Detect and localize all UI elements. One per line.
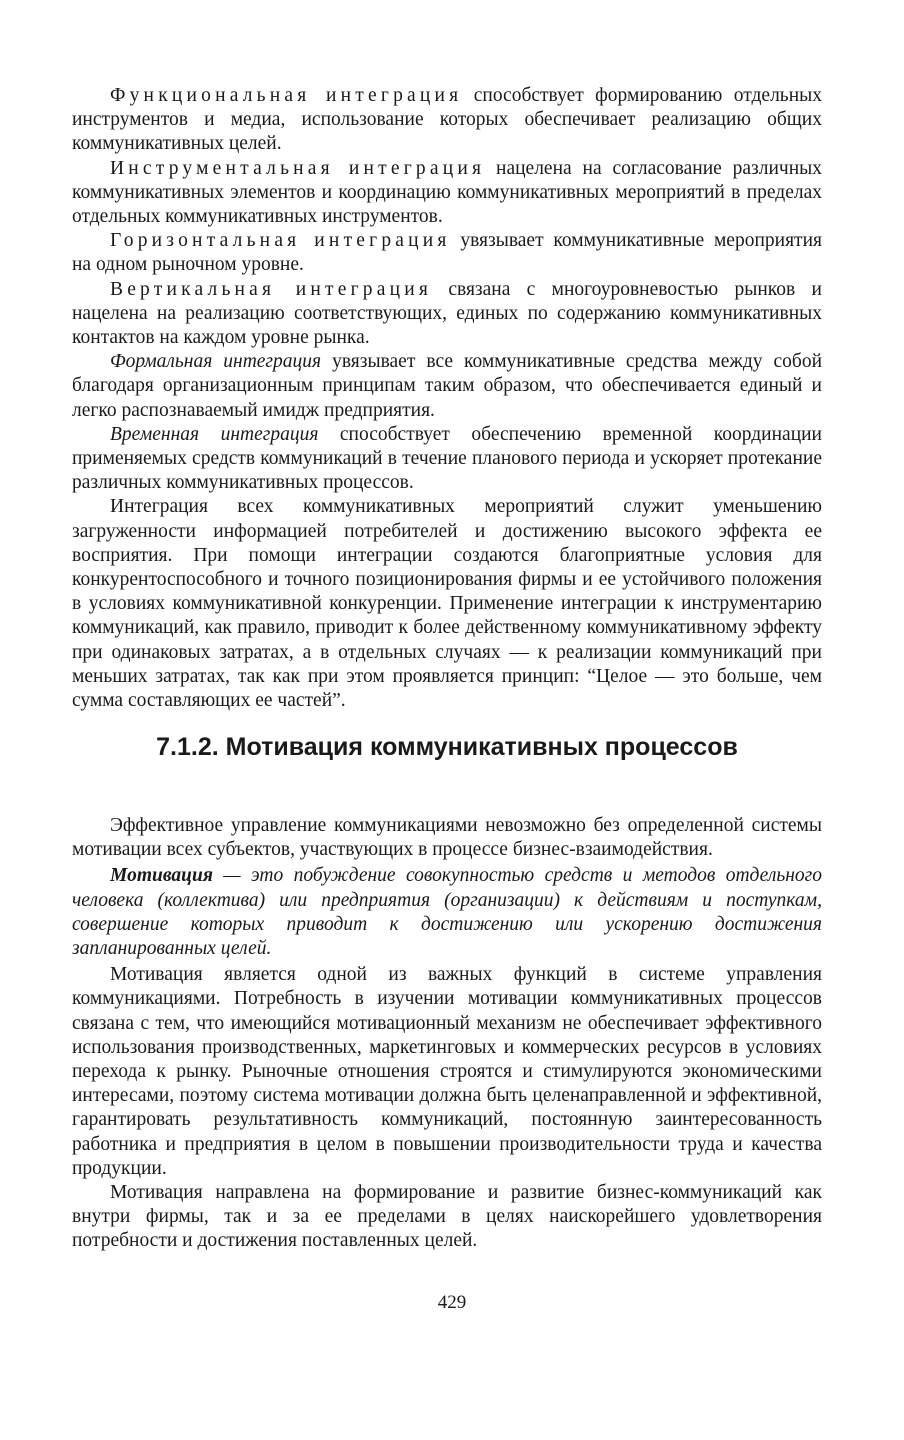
term-instrumental: Инструментальная интеграция <box>110 157 486 179</box>
paragraph-functional-integration <box>72 84 822 157</box>
term-formal: Формальная интеграция <box>110 351 322 373</box>
paragraph-horizontal-integration <box>72 229 822 277</box>
paragraph-motivation-direction: Мотивация направлена на формирование и развитие бизнес-коммуникаций как внутри фирмы, так и за ее пределами в целях наискорейшего удовлетворения потребности и достижения поставленных целей. <box>72 1182 822 1252</box>
paragraph-definition <box>72 864 822 961</box>
paragraph-motivation-function: Мотивация является одной из важных функций в системе управления коммуникациями. Потребность в изучении мотивации коммуникативных процессов связана с тем, что имеющийся мотивационный механизм не обеспечивает эффективного использования производственных, маркетинговых и коммерческих ресурсов в условиях перехода к рынку. Рыночные отношения строятся и стимулируются экономическими интересами, поэтому система мотивации должна быть целенаправленной и эффективной, гарантировать результативность коммуникаций, постоянную заинтересованность работника и предприятия в целом в повышении производительности труда и качества продукции. <box>72 964 822 1179</box>
paragraph-text: нацелена на согласование различных коммуникативных элементов и координацию коммуникативных мероприятий в пределах отдельных коммуникативных инструментов. <box>72 157 823 228</box>
term-temporal: Временная интеграция <box>110 423 319 445</box>
integration-types-text <box>72 84 822 713</box>
paragraph-temporal-integration <box>72 423 822 496</box>
paragraph-integration-summary: Интеграция всех коммуникативных мероприятий служит уменьшению загруженности информацией потребителей и достижению высокого эффекта ее восприятия. При помощи интеграции создаются благоприятные условия для конкурентоспособного и точного позиционирования фирмы и ее устойчивого положения в условиях коммуникативной конкуренции. Применение интеграции к инструментарию коммуникаций, как правило, приводит к более действенному коммуникативному эффекту при одинаковых затратах, а в отдельных случаях — к реализации коммуникаций при меньших затратах, так как при этом проявляется принцип: “Целое — это больше, чем сумма составляющих ее частей”. <box>72 496 822 712</box>
definition-text: — это побуждение совокупностью средств и методов отдельного человека (коллектива) или предприятия (организации) к действиям и поступкам, совершение которых приводит к достижению или ускорению достижения запланированных целей. <box>72 865 822 960</box>
paragraph-vertical-integration <box>72 278 822 351</box>
paragraph-instrumental-integration <box>72 157 822 230</box>
term-functional: Функциональная интеграция <box>110 85 463 106</box>
paragraph-text: увязывает все коммуникативные средства между собой благодаря организационным принципам таким образом, что обеспечивается единый и легко распознаваемый имидж предприятия. <box>72 351 822 421</box>
paragraph-formal-integration <box>72 350 822 423</box>
motivation-text <box>72 814 822 1254</box>
paragraph-intro: Эффективное управление коммуникациями невозможно без определенной системы мотивации всех субъектов, участвующих в процессе бизнес-взаимодействия. <box>72 815 822 861</box>
paragraph-text: способствует обеспечению временной координации применяемых средств коммуникаций в течение планового периода и ускоряет протекание различных коммуникативных процессов. <box>72 423 822 494</box>
term-vertical: Вертикальная интеграция <box>110 278 433 300</box>
paragraph-text: увязывает коммуникативные мероприятия на одном рыночном уровне. <box>72 230 822 276</box>
section-heading: 7.1.2. Мотивация коммуникативных процессов <box>156 733 738 761</box>
term-horizontal: Горизонтальная интеграция <box>110 230 451 252</box>
definition-term: Мотивация <box>110 865 213 887</box>
page-number: 429 <box>437 1292 467 1313</box>
paragraph-text: способствует формированию отдельных инструментов и медиа, использование которых обеспечивает реализацию общих коммуникативных целей. <box>72 85 822 155</box>
paragraph-text: связана с многоуровневостью рынков и нацелена на реализацию соответствующих, единых по содержанию коммуникативных контактов на каждом уровне рынка. <box>72 278 822 349</box>
